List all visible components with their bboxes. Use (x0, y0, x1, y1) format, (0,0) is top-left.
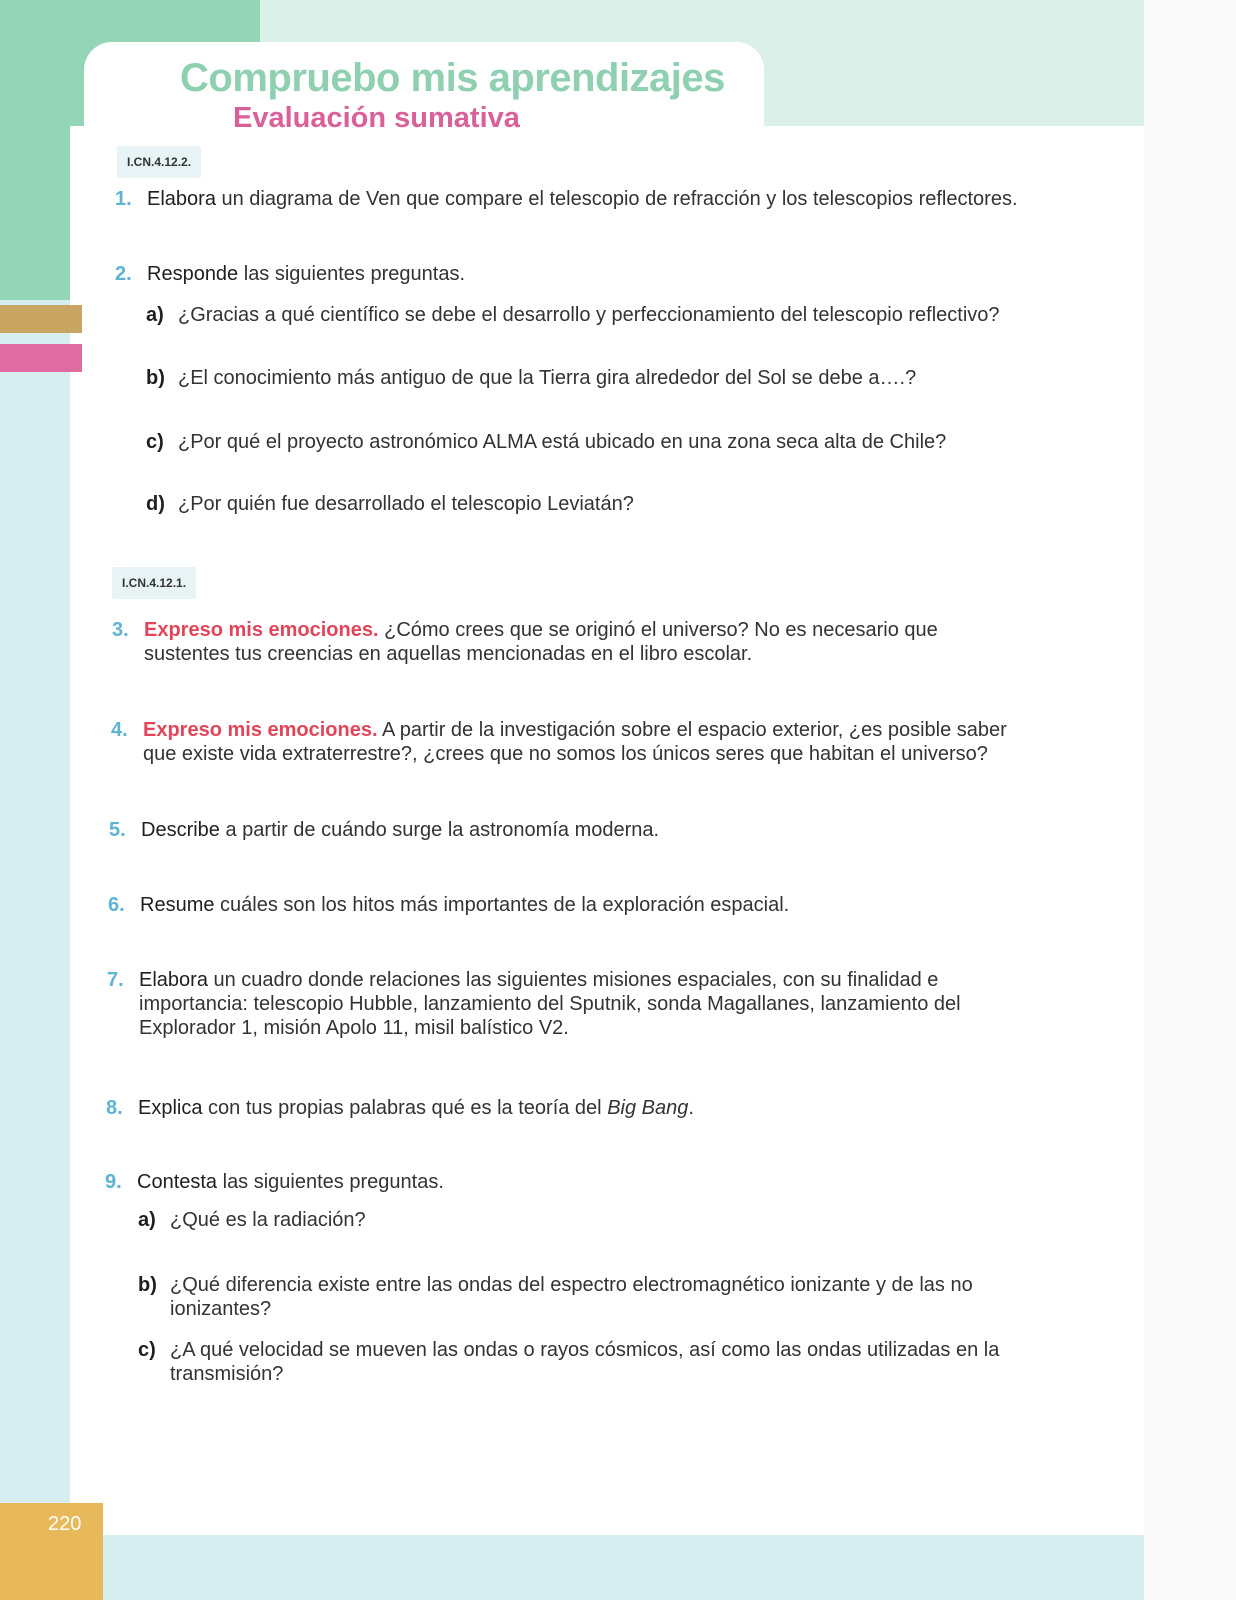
subquestion-2a (146, 303, 1058, 327)
question-text: A partir de la investigación sobre el espacio exterior, ¿es posible saber que existe vida extraterrestre?, ¿crees que no somos los únicos seres que habitan el universo? (143, 719, 1007, 765)
subquestion-letter: a) (146, 304, 164, 326)
question-number: 5. (109, 819, 126, 841)
question-verb: Describe (141, 819, 220, 841)
subquestion-9a (138, 1208, 1070, 1232)
question-6 (108, 893, 1040, 917)
question-3 (112, 618, 1024, 666)
indicator-code-1: I.CN.4.12.2. (117, 146, 201, 178)
question-7 (107, 968, 1019, 1040)
gold-tab-marker (0, 305, 82, 333)
question-number: 3. (112, 619, 129, 641)
question-text: cuáles son los hitos más importantes de la exploración espacial. (214, 894, 790, 916)
subquestion-2b (146, 366, 1058, 390)
subquestion-letter: b) (138, 1274, 157, 1296)
subquestion-letter: c) (146, 431, 164, 453)
subquestion-text: ¿Qué es la radiación? (170, 1209, 366, 1231)
emotion-label: Expreso mis emociones. (144, 619, 379, 641)
subquestion-letter: b) (146, 367, 165, 389)
pink-tab-marker (0, 344, 82, 372)
subquestion-2c (146, 430, 1058, 454)
subquestion-text: ¿Por qué el proyecto astronómico ALMA está ubicado en una zona seca alta de Chile? (178, 431, 947, 453)
subquestion-9c (138, 1338, 1070, 1386)
question-verb: Resume (140, 894, 215, 916)
question-4 (111, 718, 1043, 766)
big-bang-term: Big Bang (607, 1097, 689, 1119)
question-text: un cuadro donde relaciones las siguientes misiones espaciales, con su finalidad e importancia: telescopio Hubble, lanzamiento del Sputnik, sonda Magallanes, lanzamiento del Explorador 1, misión Apolo 11, misil balístico V2. (139, 969, 961, 1039)
subquestion-text: ¿Por quién fue desarrollado el telescopio Leviatán? (178, 493, 634, 515)
question-number: 8. (106, 1097, 123, 1119)
right-margin (1144, 0, 1236, 1600)
question-verb: Elabora (147, 188, 216, 210)
question-text: un diagrama de Ven que compare el telescopio de refracción y los telescopios reflectores. (215, 188, 1018, 210)
question-number: 6. (108, 894, 125, 916)
question-text: ¿Cómo crees que se originó el universo? No es necesario que sustentes tus creencias en aquellas mencionadas en el libro escolar. (144, 619, 938, 665)
question-tail: . (688, 1097, 694, 1119)
question-9 (105, 1170, 1037, 1194)
page-title: Compruebo mis aprendizajes (180, 56, 725, 100)
question-verb: Responde (147, 263, 239, 285)
emotion-label: Expreso mis emociones. (143, 719, 378, 741)
subquestion-letter: a) (138, 1209, 156, 1231)
question-text: las siguientes preguntas. (217, 1171, 444, 1193)
subquestion-9b (138, 1273, 1070, 1321)
subquestion-letter: c) (138, 1339, 156, 1361)
subquestion-letter: d) (146, 493, 165, 515)
question-2 (115, 262, 1047, 286)
subquestion-2d (146, 492, 1058, 516)
question-8 (106, 1096, 1038, 1120)
question-number: 1. (115, 188, 132, 210)
question-text: a partir de cuándo surge la astronomía moderna. (219, 819, 660, 841)
question-verb: Explica (138, 1097, 203, 1119)
question-number: 2. (115, 263, 132, 285)
bottom-band (70, 1535, 1144, 1600)
indicator-code-2: I.CN.4.12.1. (112, 567, 196, 599)
question-text: las siguientes preguntas. (238, 263, 465, 285)
question-verb: Contesta (137, 1171, 218, 1193)
question-5 (109, 818, 1041, 842)
question-text: con tus propias palabras qué es la teoría del (202, 1097, 608, 1119)
question-number: 7. (107, 969, 124, 991)
question-verb: Elabora (139, 969, 208, 991)
subquestion-text: ¿Gracias a qué científico se debe el desarrollo y perfeccionamiento del telescopio reflectivo? (178, 304, 1000, 326)
page-subtitle: Evaluación sumativa (233, 102, 520, 134)
page-number: 220 (48, 1513, 82, 1535)
subquestion-text: ¿El conocimiento más antiguo de que la Tierra gira alrededor del Sol se debe a….? (178, 367, 917, 389)
subquestion-text: ¿Qué diferencia existe entre las ondas del espectro electromagnético ionizante y de las no ionizantes? (170, 1274, 973, 1320)
question-number: 4. (111, 719, 128, 741)
question-1 (115, 187, 1047, 211)
question-number: 9. (105, 1171, 122, 1193)
subquestion-text: ¿A qué velocidad se mueven las ondas o rayos cósmicos, así como las ondas utilizadas en la transmisión? (170, 1339, 1000, 1385)
